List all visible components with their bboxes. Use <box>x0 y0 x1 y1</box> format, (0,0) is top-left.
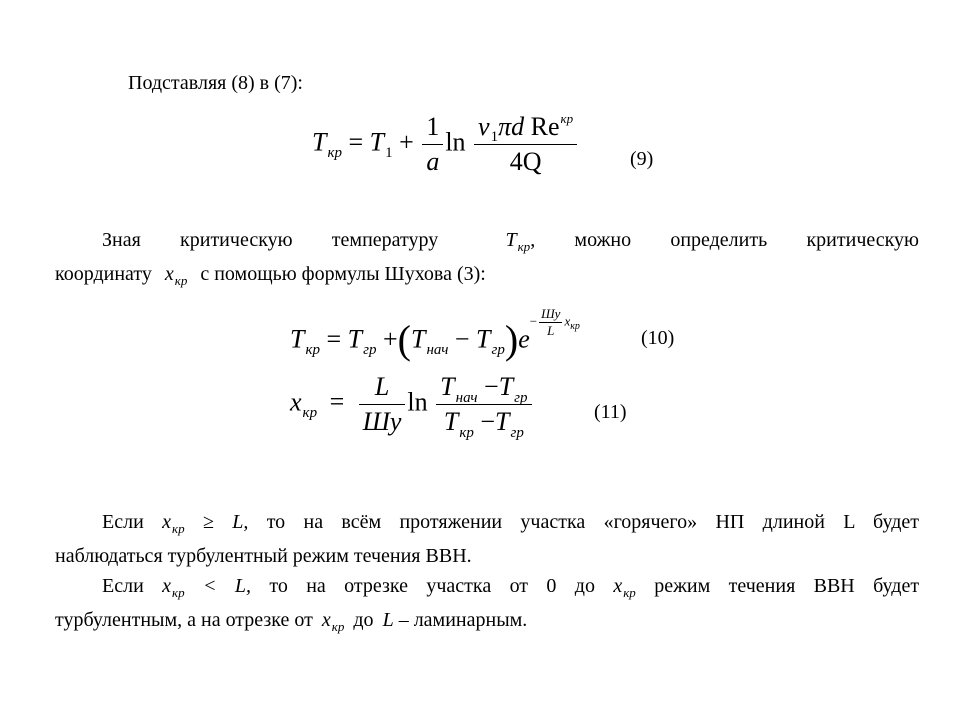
text: Если <box>102 511 144 533</box>
subscript: гр <box>363 342 377 359</box>
text: Если <box>102 575 144 597</box>
text: – ламинарным. <box>398 609 528 631</box>
numerator <box>436 372 531 405</box>
var-x: x <box>164 263 174 285</box>
equation-10-number: (10) <box>641 327 675 349</box>
paragraph-1-line-2 <box>55 263 486 286</box>
text: то на всём протяжении участка «горячего» НП длиной L будет <box>266 511 920 533</box>
equation-11 <box>290 372 534 441</box>
var-T: T <box>411 324 426 354</box>
plus-sign: + <box>383 324 398 354</box>
paragraph-3-line-1 <box>55 575 919 598</box>
subscript: кр <box>570 321 580 333</box>
var-L: L <box>382 609 394 631</box>
text: с помощью формулы Шухова (3): <box>200 263 486 285</box>
var-Re: Re <box>530 112 560 141</box>
text: режим течения ВВН будет <box>654 575 920 597</box>
fraction-L-over-shu <box>359 372 406 437</box>
equals-sign: = <box>329 387 345 417</box>
numerator: L <box>359 372 406 405</box>
subscript: кр <box>174 273 188 288</box>
denominator <box>436 405 531 441</box>
minus-sign: − <box>484 372 499 401</box>
var-T: T <box>440 372 455 401</box>
condition: < L, <box>203 575 251 597</box>
numerator <box>474 112 577 145</box>
equation-11-number: (11) <box>594 401 627 423</box>
subscript: нач <box>426 342 449 359</box>
ln-operator: ln <box>445 127 466 157</box>
text: Зная критическую температуру <box>102 229 439 251</box>
equation-9-number: (9) <box>630 148 654 170</box>
den-4Q: 4Q <box>509 147 542 176</box>
var-T: T <box>312 127 327 157</box>
plus-sign: + <box>399 127 414 157</box>
denominator: L <box>547 322 555 338</box>
minus-sign: − <box>529 313 538 329</box>
subscript: кр <box>327 145 342 162</box>
paragraph-2-line-1 <box>55 511 919 534</box>
var-x: x <box>290 387 302 417</box>
var-T: T <box>476 324 491 354</box>
subscript: гр <box>514 390 528 406</box>
var-T: T <box>495 407 510 436</box>
subscript: кр <box>305 342 320 359</box>
left-paren: ( <box>397 317 411 362</box>
equation-9 <box>312 112 579 177</box>
text: то на отрезке участка от 0 до <box>269 575 595 597</box>
text: , можно определить критическую <box>530 229 920 251</box>
exponent <box>530 306 580 339</box>
condition: ≥ L, <box>202 511 249 533</box>
subscript: гр <box>491 342 505 359</box>
subscript: кр <box>517 239 531 254</box>
denominator <box>474 145 577 177</box>
paragraph-3-line-2 <box>55 609 527 632</box>
paragraph-1-line-1 <box>55 229 919 252</box>
subscript: кр <box>459 425 474 441</box>
var-nu: ν <box>478 112 490 141</box>
var-x: x <box>613 575 623 597</box>
subscript: 1 <box>490 129 499 145</box>
var-T: T <box>498 372 514 401</box>
denominator: Шу <box>362 407 402 436</box>
subscript: кр <box>331 619 345 634</box>
var-x: x <box>162 575 172 597</box>
text: турбулентным, а на отрезке от <box>55 609 313 631</box>
text: координату <box>55 263 152 285</box>
fraction-log-argument <box>474 112 577 177</box>
var-x: x <box>321 609 331 631</box>
minus-sign: − <box>454 324 470 354</box>
denominator: a <box>426 147 440 176</box>
intro-text: Подставляя (8) в (7): <box>128 72 303 94</box>
text: до <box>353 609 374 631</box>
var-x: x <box>564 313 571 329</box>
subscript: кр <box>560 111 574 126</box>
var-T: T <box>505 229 517 251</box>
var-T: T <box>443 407 459 436</box>
subscript: гр <box>510 425 524 441</box>
x-kr <box>162 511 249 536</box>
var-T1: T <box>369 127 385 157</box>
ln-operator: ln <box>407 387 428 417</box>
subscript: кр <box>302 405 318 422</box>
fraction-1-over-a <box>422 112 443 177</box>
var-x: x <box>162 511 171 533</box>
numerator: Шу <box>541 305 561 321</box>
var-T: T <box>290 324 305 354</box>
T-kr <box>477 229 531 254</box>
right-paren: ) <box>504 317 519 362</box>
var-T: T <box>347 324 363 354</box>
equals-sign: = <box>326 324 342 354</box>
equals-sign: = <box>348 127 364 157</box>
subscript: кр <box>172 521 185 536</box>
subscript: нач <box>455 390 478 406</box>
var-e: e <box>518 324 530 354</box>
fraction-log-argument <box>436 372 531 441</box>
x-kr <box>162 575 251 600</box>
subscript: 1 <box>385 145 393 162</box>
fraction-shu-over-L <box>539 306 562 339</box>
equation-10 <box>290 305 580 365</box>
numerator: 1 <box>422 112 443 145</box>
var-pi-d: πd <box>498 112 525 141</box>
subscript: кр <box>172 585 185 600</box>
subscript: кр <box>623 585 636 600</box>
minus-sign: − <box>480 407 496 436</box>
x-kr <box>613 575 636 600</box>
paragraph-2-line-2: наблюдаться турбулентный режим течения ВВН. <box>55 545 472 567</box>
